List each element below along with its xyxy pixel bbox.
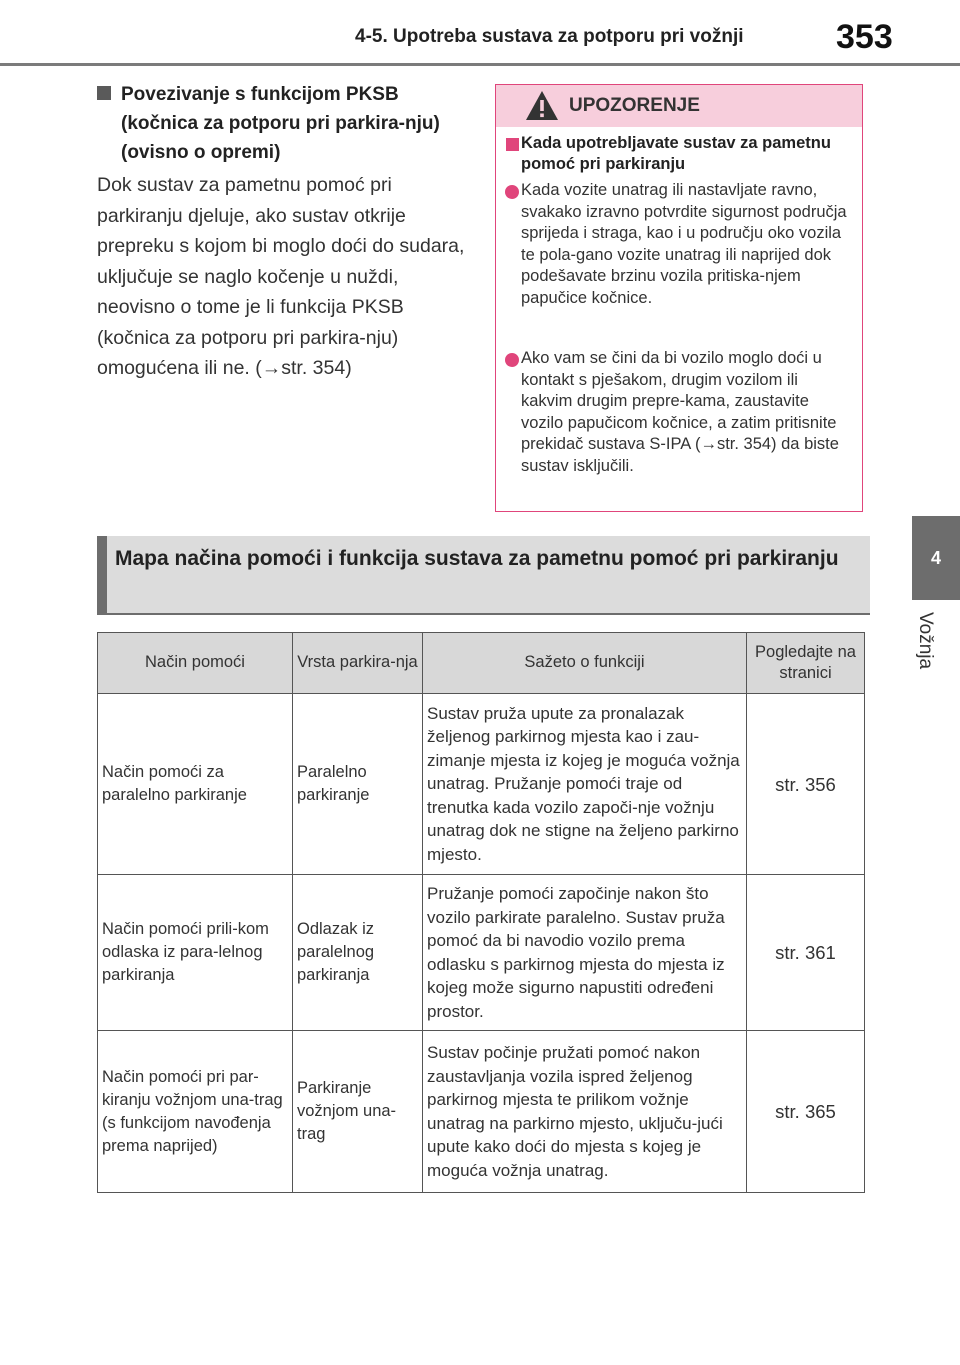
assist-mode-cell: Način pomoći prili-kom odlaska iz para-lelnog parkiranja: [98, 875, 293, 1031]
column-header: Vrsta parkira-nja: [293, 633, 423, 694]
warning-header: [496, 85, 862, 127]
table-row: [98, 694, 865, 875]
table-row: [98, 1031, 865, 1193]
page-reference-cell[interactable]: str. 356: [747, 694, 865, 875]
page-reference-cell[interactable]: str. 361: [747, 875, 865, 1031]
function-summary-cell: Pružanje pomoći započinje nakon što vozilo parkirate paralelno. Sustav pruža pomoć da bi navodio vozilo prema odlasku s parkirnog mjesta do mjesta iz kojeg može sigurno napustiti određeni prostor.: [423, 875, 747, 1031]
section-title: Mapa načina pomoći i funkcija sustava za pametnu pomoć pri parkiranju: [115, 547, 839, 570]
page-number: 353: [836, 18, 893, 56]
warning-title: UPOZORENJE: [569, 95, 700, 116]
warning-dot-bullet-icon: [505, 353, 519, 367]
pksb-body-text: Dok sustav za pametnu pomoć pri parkiranju djeluje, ako sustav otkrije prepreku s kojom bi moglo doći do sudara, uključuje se naglo kočenje u nuždi, neovisno o tome je li funkcija PKSB (kočnica za potporu pri parkira-nju) omogućena ili ne. (→str. 354): [97, 174, 465, 379]
parking-type-cell: Parkiranje vožnjom una-trag: [293, 1031, 423, 1193]
warning-square-bullet-icon: [506, 138, 519, 151]
section-heading-bar: [97, 536, 107, 613]
chapter-tab[interactable]: 4: [912, 516, 960, 600]
warning-subheading: Kada upotrebljavate sustav za pametnu pomoć pri parkiranju: [521, 134, 831, 173]
chapter-section-title: 4-5. Upotreba sustava za potporu pri vožnji: [355, 26, 744, 47]
warning-item: Kada vozite unatrag ili nastavljate ravno, svakako izravno potvrdite sigurnost područja sprijeda i straga, kao i u području oko vozila te pola-gano vozite unatrag ili naprijed dok podešavate brzinu vozila pritiska-njem papučice kočnice.: [521, 181, 847, 307]
column-header: Način pomoći: [98, 633, 293, 694]
column-header: Sažeto o funkciji: [423, 633, 747, 694]
table-row: [98, 875, 865, 1031]
chapter-tab-label: Vožnja: [915, 612, 936, 670]
warning-box: [495, 84, 863, 512]
table-header-row: [98, 633, 865, 694]
function-summary-cell: Sustav počinje pružati pomoć nakon zaustavljanja vozila ispred željenog parkirnog mjesta te prilikom vožnje unatrag na parkirno mjesto, uključu-jući upute kako doći do mjesta s kojeg je moguća vožnja unatrag.: [423, 1031, 747, 1193]
assist-mode-cell: Način pomoći pri par-kiranju vožnjom una-trag (s funkcijom navođenja prema naprijed): [98, 1031, 293, 1193]
parking-type-cell: Odlazak iz paralelnog parkiranja: [293, 875, 423, 1031]
assist-mode-table: [97, 632, 865, 1193]
page-header: [0, 0, 960, 66]
assist-mode-cell: Način pomoći za paralelno parkiranje: [98, 694, 293, 875]
square-bullet-icon: [97, 86, 111, 100]
function-summary-cell: Sustav pruža upute za pronalazak željenog parkirnog mjesta kao i zau-zimanje mjesta iz kojeg je moguća vožnja unatrag. Pružanje pomoći traje od trenutka kada vozilo započi-nje vožnju unatrag dok ne stigne na željeno parkirno mjesto.: [423, 694, 747, 875]
warning-triangle-icon: [525, 90, 559, 121]
column-header: Pogledajte na stranici: [747, 633, 865, 694]
pksb-heading: Povezivanje s funkcijom PKSB (kočnica za potporu pri parkira-nju) (ovisno o opremi): [121, 84, 440, 163]
section-heading-block: [97, 536, 870, 615]
warning-item: Ako vam se čini da bi vozilo moglo doći u kontakt s pješakom, drugim vozilom ili kakvim drugim prepre-kama, zaustavite vozilo papučicom kočnice, a zatim pritisnite prekidač sustava S-IPA (→str. 354) da biste sustav isključili.: [521, 349, 839, 475]
warning-dot-bullet-icon: [505, 185, 519, 199]
page-reference-cell[interactable]: str. 365: [747, 1031, 865, 1193]
header-divider: [0, 63, 960, 66]
parking-type-cell: Paralelno parkiranje: [293, 694, 423, 875]
